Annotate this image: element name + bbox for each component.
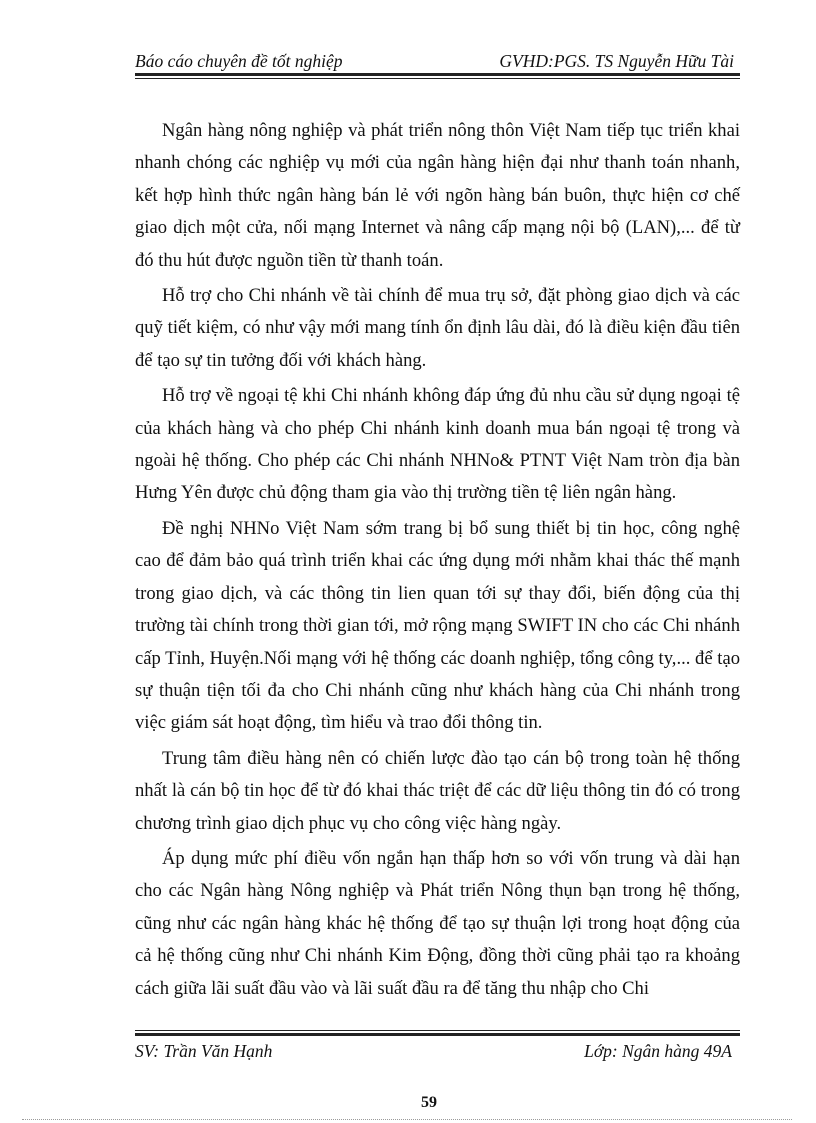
page-number: 59 xyxy=(421,1094,437,1111)
footer-rule-thin xyxy=(135,1030,740,1031)
page-footer xyxy=(135,1040,740,1062)
paragraph: Hỗ trợ về ngoại tệ khi Chi nhánh không đáp ứng đủ nhu cầu sử dụng ngoại tệ của khách hàng và cho phép Chi nhánh kinh doanh mua bán ngoại tệ trong và ngoài hệ thống. Cho phép các Chi nhánh NHNo& PTNT Việt Nam tròn địa bàn Hưng Yên được chủ động tham gia vào thị trường tiền tệ liên ngân hàng. xyxy=(135,385,740,504)
paragraph: Đề nghị NHNo Việt Nam sớm trang bị bổ sung thiết bị tin học, công nghệ cao để đảm bảo quá trình triển khai các ứng dụng mới nhằm khai thác thế mạnh trong giao dịch, và các thông tin lien quan tới sự thay đổi, biến động của thị trường tài chính trong thời gian tới, mở rộng mạng SWIFT IN cho các Chi nhánh cấp Tỉnh, Huyện.Nối mạng với hệ thống các doanh nghiệp, tổng công ty,... để tạo sự thuận tiện tối đa cho Chi nhánh cũng như khách hàng của Chi nhánh trong việc giám sát hoạt động, tìm hiểu và trao đổi thông tin. xyxy=(135,517,740,734)
header-rule-thin xyxy=(135,78,740,79)
page-bottom-dotted-rule xyxy=(22,1119,792,1120)
header-report-title: Báo cáo chuyên đề tốt nghiệp xyxy=(135,51,343,71)
footer-student: SV: Trần Văn Hạnh xyxy=(135,1041,273,1061)
body-text xyxy=(135,115,740,1008)
paragraph: Ngân hàng nông nghiệp và phát triển nông thôn Việt Nam tiếp tục triển khai nhanh chóng các nghiệp vụ mới của ngân hàng hiện đại như thanh toán nhanh, kết hợp hình thức ngân hàng bán lẻ với ngõn hàng bán buôn, thực hiện cơ chế giao dịch một cửa, nối mạng Internet và nâng cấp mạng nội bộ (LAN),... để từ đó thu hút được nguồn tiền từ thanh toán. xyxy=(135,120,740,271)
paragraph: Hỗ trợ cho Chi nhánh về tài chính để mua trụ sở, đặt phòng giao dịch và các quỹ tiết kiệm, có như vậy mới mang tính ổn định lâu dài, đó là điều kiện đầu tiên để tạo sự tin tưởng đối với khách hàng. xyxy=(135,285,740,371)
footer-class: Lớp: Ngân hàng 49A xyxy=(584,1041,732,1061)
header-advisor: GVHD:PGS. TS Nguyễn Hữu Tài xyxy=(499,51,734,71)
footer-rule-thick xyxy=(135,1033,740,1036)
header-rule-thick xyxy=(135,73,740,76)
page-header xyxy=(135,50,740,72)
paragraph: Trung tâm điều hàng nên có chiến lược đào tạo cán bộ trong toàn hệ thống nhất là cán bộ tin học để từ đó khai thác triệt để các dữ liệu thông tin đó có trong chương trình giao dịch phục vụ cho công việc hàng ngày. xyxy=(135,747,740,834)
paragraph: Áp dụng mức phí điều vốn ngắn hạn thấp hơn so với vốn trung và dài hạn cho các Ngân hàng Nông nghiệp và Phát triển Nông thụn bạn trong hệ thống, cũng như các ngân hàng khác hệ thống để tạo sự thuận lợi trong hoạt động của cả hệ thống cũng như Chi nhánh Kim Động, đồng thời cũng phải tạo ra khoảng cách giữa lãi suất đầu vào và lãi suất đầu ra để tăng thu nhập cho Chi xyxy=(135,847,740,999)
